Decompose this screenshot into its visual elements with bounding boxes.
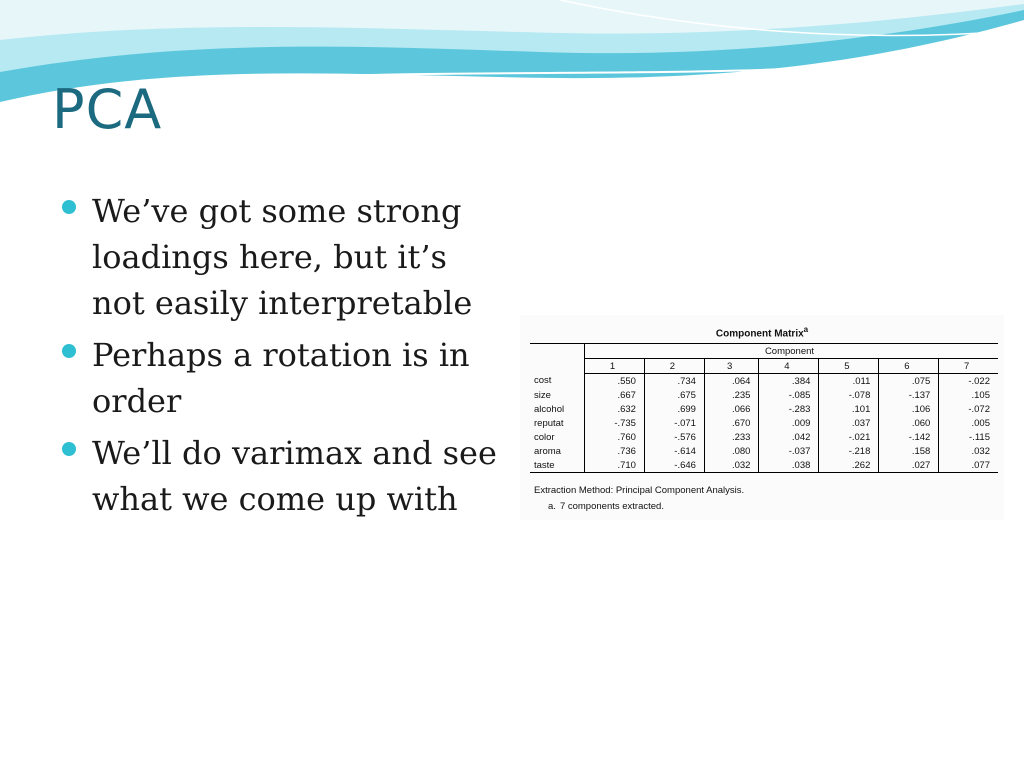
table-cell: .042: [759, 430, 819, 444]
table-cell: -.037: [759, 444, 819, 458]
table-cell: .710: [585, 458, 645, 473]
column-header: 1: [585, 359, 645, 374]
table-cell: -.137: [879, 388, 939, 402]
table-cell: .734: [644, 374, 704, 389]
table-cell: -.283: [759, 402, 819, 416]
table-cell: .384: [759, 374, 819, 389]
table-cell: .667: [585, 388, 645, 402]
table-cell: .027: [879, 458, 939, 473]
table-cell: .032: [939, 444, 998, 458]
table-cell: .550: [585, 374, 645, 389]
table-cell: .760: [585, 430, 645, 444]
table-cell: -.142: [879, 430, 939, 444]
component-number-row: [530, 359, 998, 374]
table-cell: -.078: [819, 388, 879, 402]
table-cell: -.085: [759, 388, 819, 402]
table-cell: .009: [759, 416, 819, 430]
column-header: 2: [644, 359, 704, 374]
table-cell: .060: [879, 416, 939, 430]
table-cell: .158: [879, 444, 939, 458]
table-cell: .105: [939, 388, 998, 402]
table-cell: -.115: [939, 430, 998, 444]
table-cell: .032: [704, 458, 759, 473]
column-header: 5: [819, 359, 879, 374]
component-group-header-row: [530, 344, 998, 359]
row-label: alcohol: [530, 402, 585, 416]
bullet-list: [62, 188, 502, 528]
table-cell: .066: [704, 402, 759, 416]
table-cell: .075: [879, 374, 939, 389]
component-matrix-panel: [520, 315, 1004, 520]
footnote-mark: a.: [548, 501, 556, 512]
column-header: 6: [879, 359, 939, 374]
table-cell: -.071: [644, 416, 704, 430]
bullet-dot-icon: [62, 344, 76, 358]
row-label: aroma: [530, 444, 585, 458]
row-label: cost: [530, 374, 585, 389]
extraction-method-note: Extraction Method: Principal Component Analysis.: [534, 485, 745, 496]
table-cell: -.614: [644, 444, 704, 458]
table-row: [530, 388, 998, 402]
table-cell: .037: [819, 416, 879, 430]
bullet-item: [62, 332, 502, 424]
matrix-footnote: [548, 501, 664, 512]
table-cell: -.646: [644, 458, 704, 473]
table-row: [530, 416, 998, 430]
table-cell: .632: [585, 402, 645, 416]
row-label: color: [530, 430, 585, 444]
table-cell: .080: [704, 444, 759, 458]
table-cell: -.576: [644, 430, 704, 444]
table-cell: .675: [644, 388, 704, 402]
table-row: [530, 444, 998, 458]
table-cell: .736: [585, 444, 645, 458]
bullet-dot-icon: [62, 200, 76, 214]
column-header: 3: [704, 359, 759, 374]
table-cell: .699: [644, 402, 704, 416]
bullet-dot-icon: [62, 442, 76, 456]
table-cell: -.735: [585, 416, 645, 430]
row-label: reputat: [530, 416, 585, 430]
matrix-title-text: Component Matrix: [715, 328, 804, 340]
bullet-text: Perhaps a rotation is in order: [92, 336, 470, 420]
bullet-text: We’ll do varimax and see what we come up with: [92, 434, 497, 518]
matrix-title: [520, 315, 1004, 345]
slide-title: PCA: [52, 78, 163, 141]
table-cell: .235: [704, 388, 759, 402]
component-group-header: Component: [585, 344, 999, 359]
matrix-title-footnote: a: [803, 325, 809, 334]
table-row: [530, 430, 998, 444]
column-header: 4: [759, 359, 819, 374]
table-cell: .011: [819, 374, 879, 389]
row-label: taste: [530, 458, 585, 473]
table-cell: .101: [819, 402, 879, 416]
table-cell: .233: [704, 430, 759, 444]
table-cell: .106: [879, 402, 939, 416]
table-cell: -.022: [939, 374, 998, 389]
table-cell: -.021: [819, 430, 879, 444]
row-label: size: [530, 388, 585, 402]
bullet-item: [62, 430, 502, 522]
matrix-body: [530, 344, 998, 473]
table-cell: .262: [819, 458, 879, 473]
bullet-text: We’ve got some strong loadings here, but it’s not easily interpretable: [92, 192, 473, 322]
table-cell: .077: [939, 458, 998, 473]
component-matrix-table: [530, 343, 998, 473]
row-label-header: [530, 344, 585, 374]
table-cell: .038: [759, 458, 819, 473]
bullet-item: [62, 188, 502, 326]
table-row: [530, 402, 998, 416]
table-cell: .670: [704, 416, 759, 430]
table-cell: -.072: [939, 402, 998, 416]
table-row: [530, 374, 998, 389]
footnote-text: 7 components extracted.: [559, 501, 664, 512]
column-header: 7: [939, 359, 998, 374]
table-row: [530, 458, 998, 473]
table-cell: .005: [939, 416, 998, 430]
table-cell: .064: [704, 374, 759, 389]
table-cell: -.218: [819, 444, 879, 458]
